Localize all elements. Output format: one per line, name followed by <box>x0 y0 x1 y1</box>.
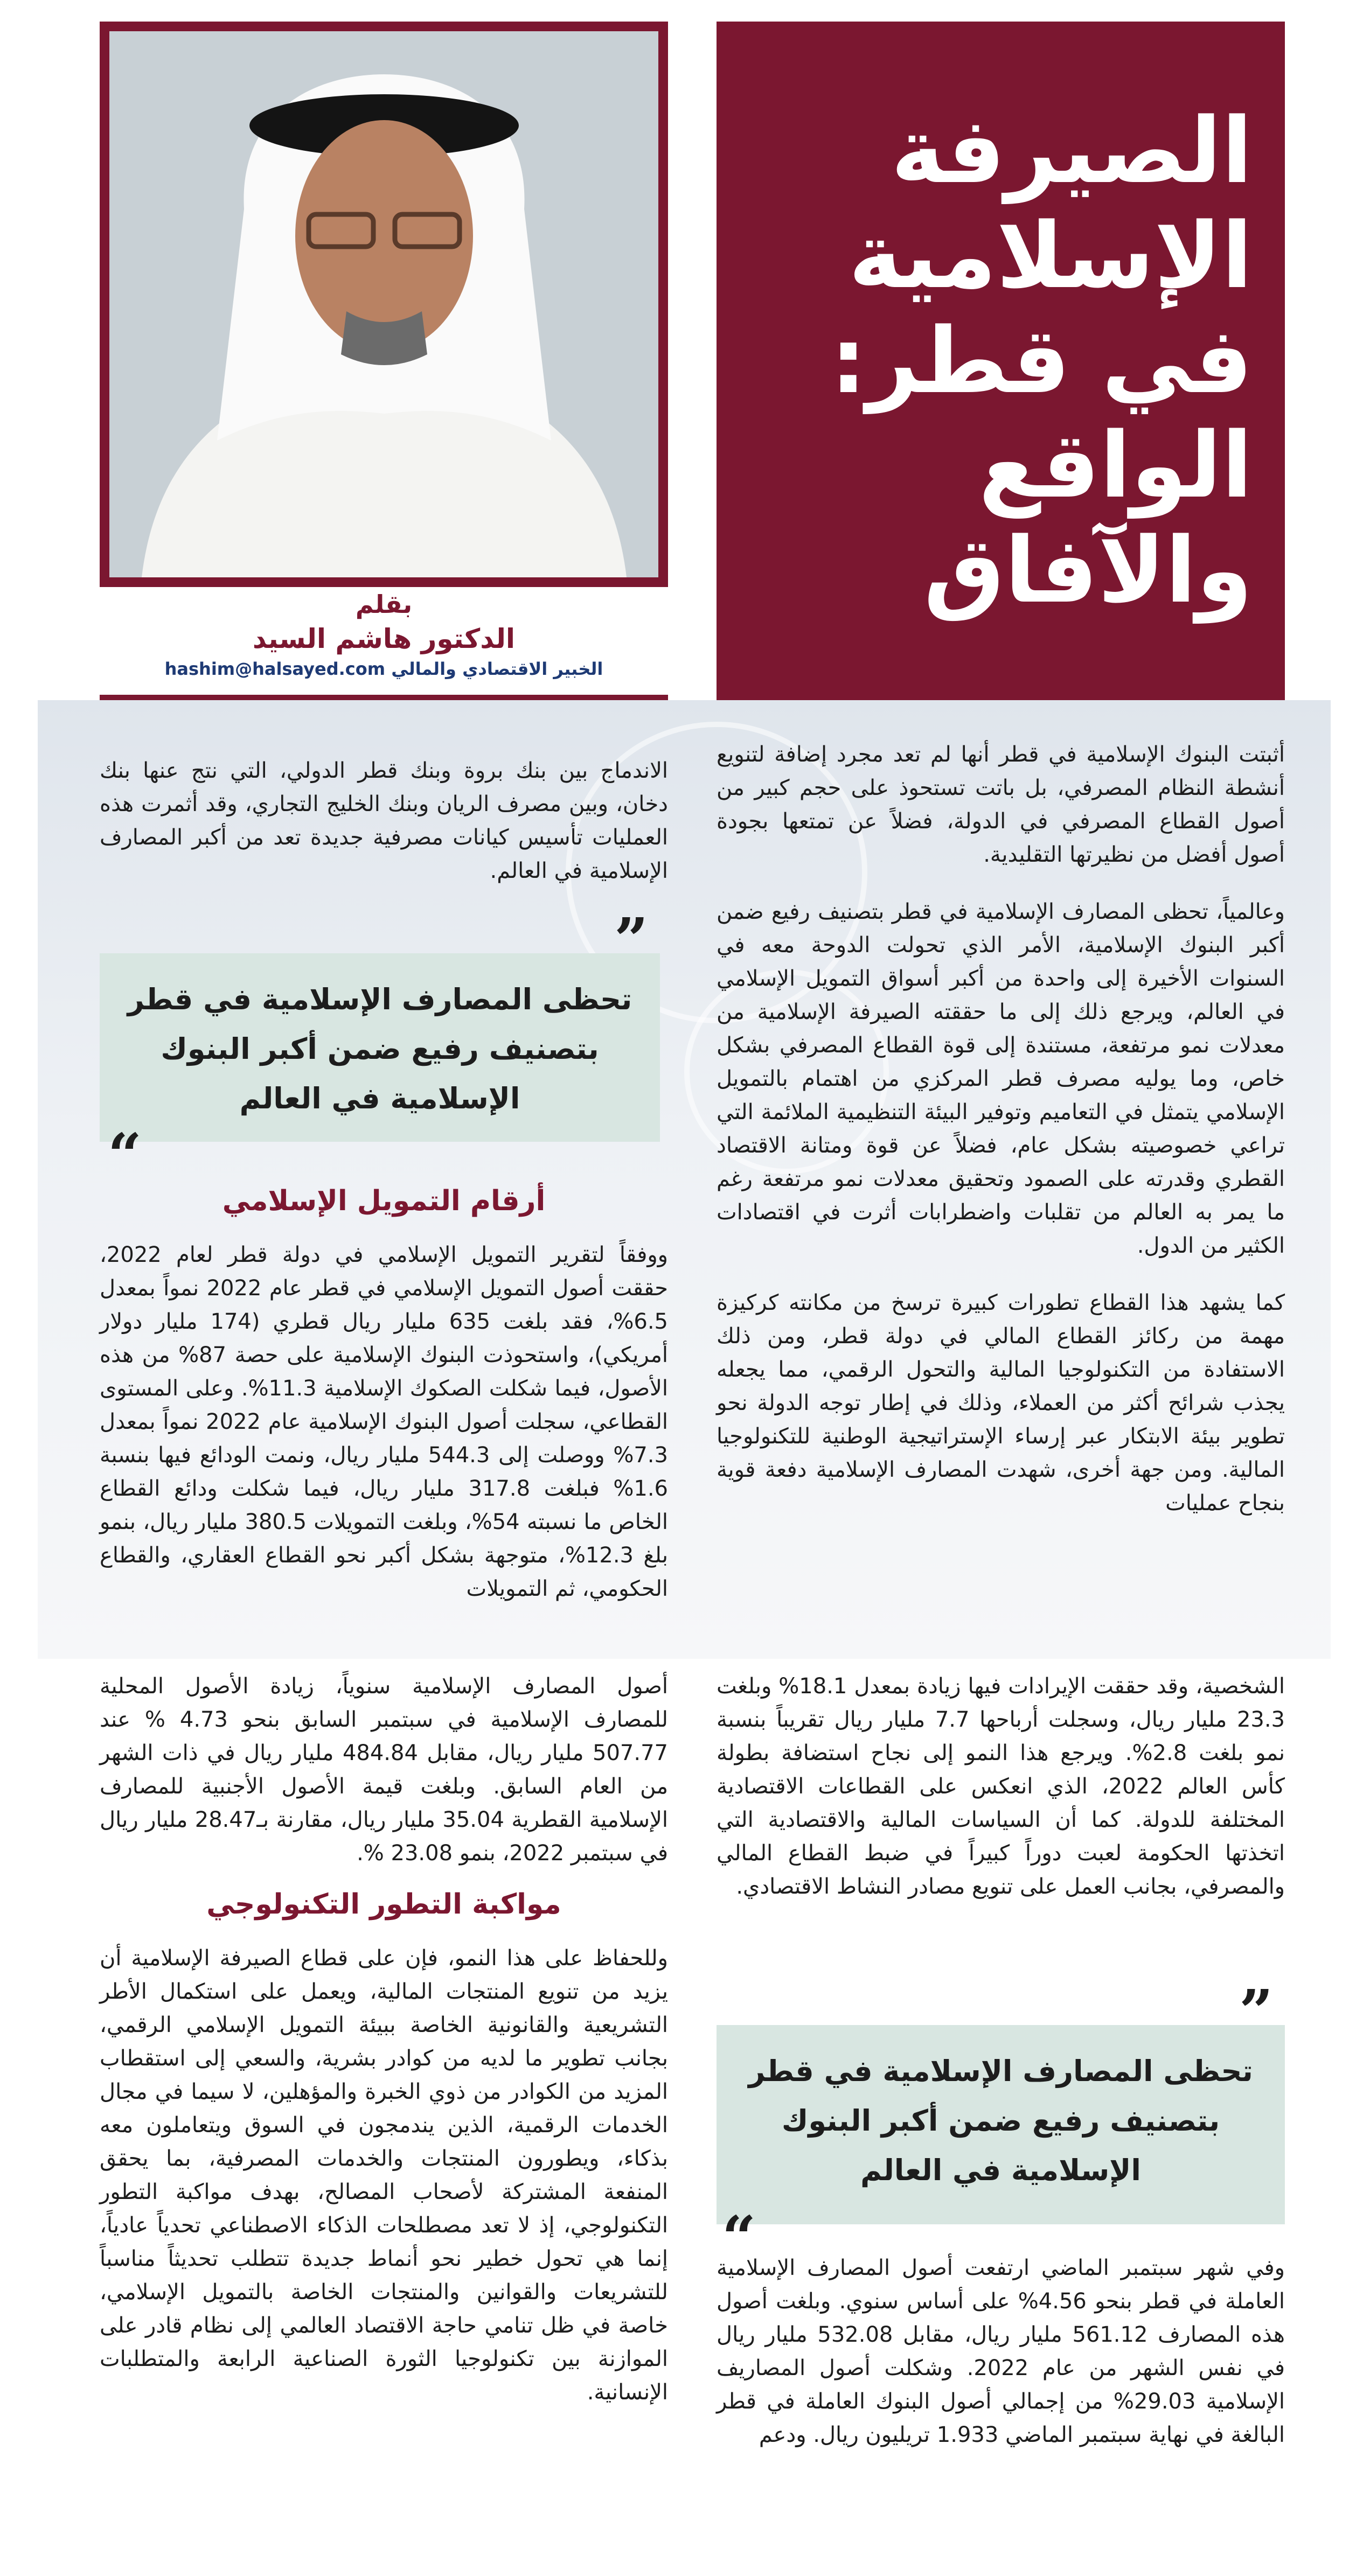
quote-close-mark: “ <box>722 2203 756 2272</box>
title-box <box>717 22 1285 700</box>
left-column-figures <box>100 1174 668 1605</box>
byline-prefix: بقلم <box>355 590 413 619</box>
pull-quote-bottom <box>717 2025 1285 2224</box>
byline <box>100 590 668 679</box>
article-title <box>749 99 1253 623</box>
quote-open-mark: ” <box>614 905 649 974</box>
pull-quote-top <box>100 953 660 1142</box>
title-line: في قطر: <box>830 308 1253 414</box>
section-heading: مواكبة التطور التكنولوجي <box>206 1888 561 1921</box>
paragraph: أثبتت البنوك الإسلامية في قطر أنها لم تعد مجرد إضافة لتنويع أنشطة النظام المصرفي، بل باتت تستحوذ على حجم كبير من أصول القطاع المصرفي في الدولة، فضلاً عن تمتعها بجودة أصول أفضل من نظيرتها التقليدية. <box>717 742 1285 867</box>
paragraph: كما يشهد هذا القطاع تطورات كبيرة ترسخ من مكانته كركيزة مهمة من ركائز القطاع المالي في دولة قطر، ومن ذلك الاستفادة من التكنولوجيا المالية والتحول الرقمي، مما يجعله يجذب شرائح أكثر من العملاء، وذلك في إطار توجه الدولة نحو تطوير بيئة الابتكار عبر إرساء الإستراتيجية الوطنية للتكنولوجيا المالية. ومن جهة أخرى، شهدت المصارف الإسلامية دفعة قوية بنجاح عمليات <box>717 1290 1285 1516</box>
right-column-top <box>717 738 1285 1520</box>
author-role: الخبير الاقتصادي والمالي <box>391 659 603 679</box>
section-heading: أرقام التمويل الإسلامي <box>222 1185 546 1217</box>
author-name: الدكتور هاشم السيد <box>252 623 516 654</box>
paragraph: ووفقاً لتقرير التمويل الإسلامي في دولة قطر لعام 2022، حققت أصول التمويل الإسلامي في قطر عام 2022 نمواً بمعدل 6.5%، فقد بلغت 635 مليار ريال قطري (174 مليار دولار أمريكي)، واستحوذت البنوك الإسلامية على حصة 87% من هذه الأصول، فيما شكلت الصكوك الإسلامية 11.3%. وعلى المستوى القطاعي، سجلت أصول البنوك الإسلامية عام 2022 نمواً بمعدل 7.3% ووصلت إلى 544.3 مليار ريال، ونمت الودائع فيها بنسبة 1.6% فبلغت 317.8 مليار ريال، فيما شكلت ودائع القطاع الخاص ما نسبته 54%، وبلغت التمويلات 380.5 مليار ريال، بنمو بلغ 12.3%، متوجهة بشكل أكبر نحو القطاع العقاري، والقطاع الحكومي، ثم التمويلات <box>100 1242 669 1601</box>
quote-open-mark: ” <box>1239 1977 1274 2046</box>
byline-divider <box>100 695 668 700</box>
quote-close-mark: “ <box>108 1120 142 1190</box>
quote-text: تحظى المصارف الإسلامية في قطر بتصنيف رفيع ضمن أكبر البنوك الإسلامية في العالم <box>127 982 632 1115</box>
title-line: الإسلامية <box>849 203 1253 309</box>
portrait-illustration <box>109 31 658 577</box>
paragraph: وفي شهر سبتمبر الماضي ارتفعت أصول المصارف الإسلامية العاملة في قطر بنحو 4.56% على أساس سنوي. وبلغت أصول هذه المصارف 561.12 مليار ريال، مقابل 532.08 مليار ريال في نفس الشهر من عام 2022. وشكلت أصول المصاريف الإسلامية 29.03% من إجمالي أصول البنوك العاملة في قطر البالغة في نهاية سبتمبر الماضي 1.933 تريليون ريال. ودعم <box>717 2256 1285 2447</box>
author-email[interactable]: hashim@halsayed.com <box>164 659 386 679</box>
right-column-end <box>717 2251 1285 2452</box>
right-column-bottom <box>717 1670 1285 1927</box>
paragraph: الشخصية، وقد حققت الإيرادات فيها زيادة بمعدل 18.1% وبلغت 23.3 مليار ريال، وسجلت أرباحها 7.7 مليار ريال تقريباً بنسبة نمو بلغت 2.8%. ويرجع هذا النمو إلى نجاح استضافة بطولة كأس العالم 2022، الذي انعكس على القطاعات الاقتصادية المختلفة للدولة. كما أن السياسات المالية والاقتصادية التي اتخذتها الحكومة لعبت دوراً كبيراً في ضبط القطاع المالي والمصرفي، بجانب العمل على تنويع مصادر النشاط الاقتصادي. <box>717 1674 1285 1899</box>
title-line: الواقع <box>978 413 1253 519</box>
paragraph: وللحفاظ على هذا النمو، فإن على قطاع الصيرفة الإسلامية أن يزيد من تنويع المنتجات المالية، ويعمل على استكمال الأطر التشريعية والقانونية الخاصة ببيئة التمويل الإسلامي الرقمي، بجانب تطوير ما لديه من كوادر بشرية، والسعي إلى استقطاب المزيد من الكوادر من ذوي الخبرة والمؤهلين، لا سيما في مجال الخدمات الرقمية، الذين يندمجون في السوق ويتعاملون معه بذكاء، ويطورون المنتجات والخدمات المصرفية، بما يحقق المنفعة المشتركة لأصحاب المصالح، بهدف مواكبة التطور التكنولوجي، إذ لا تعد مصطلحات الذكاء الاصطناعي تحدياً عادياً، إنما هي تحول خطير نحو أنماط جديدة تتطلب تحديثاً مناسباً للتشريعات والقوانين والمنتجات الخاصة بالتمويل الإسلامي، خاصة في ظل تنامي حاجة الاقتصاد العالمي إلى نظام قادر على الموازنة بين تكنولوجيا الثورة الصناعية الرابعة والمتطلبات الإنسانية. <box>100 1945 668 2405</box>
left-column-bottom <box>100 1670 668 2409</box>
face-shape <box>295 120 473 352</box>
title-line: والآفاق <box>923 518 1253 624</box>
paragraph: وعالمياً، تحظى المصارف الإسلامية في قطر بتصنيف رفيع ضمن أكبر البنوك الإسلامية، الأمر الذي تحولت الدوحة معه في السنوات الأخيرة إلى واحدة من أكبر أسواق التمويل الإسلامي في العالم، ويرجع ذلك إلى ما حققته الصيرفة الإسلامية من معدلات نمو مرتفعة، مستندة إلى قوة القطاع المصرفي بشكل خاص، وما يوليه مصرف قطر المركزي من اهتمام بالتمويل الإسلامي يتمثل في التعاميم وتوفير البيئة التنظيمية الملائمة التي تراعي خصوصيته بشكل عام، فضلاً عن قوة ومتانة الاقتصاد القطري وقدرته على الصمود وتحقيق معدلات نمو مرتفعة رغم ما يمر به العالم من تقلبات واضطرابات أثرت في اقتصادات الكثير من الدول. <box>717 899 1285 1258</box>
author-photo-frame <box>100 22 668 587</box>
paragraph: الاندماج بين بنك بروة وبنك قطر الدولي، التي نتج عنها بنك دخان، وبين مصرف الريان وبنك الخليج التجاري، وقد أثمرت هذه العمليات تأسيس كيانات مصرفية جديدة تعد من أكبر المصارف الإسلامية في العالم. <box>100 758 668 883</box>
title-line: الصيرفة <box>891 97 1253 204</box>
quote-text: تحظى المصارف الإسلامية في قطر بتصنيف رفيع ضمن أكبر البنوك الإسلامية في العالم <box>748 2054 1253 2187</box>
author-photo <box>109 31 658 577</box>
author-role-line <box>100 659 668 679</box>
left-column-intro <box>100 754 668 911</box>
paragraph: أصول المصارف الإسلامية سنوياً، زيادة الأصول المحلية للمصارف الإسلامية في سبتمبر السابق بنحو 4.73 % عند 507.77 مليار ريال، مقابل 484.84 مليار ريال في ذات الشهر من العام السابق. وبلغت قيمة الأصول الأجنبية للمصارف الإسلامية القطرية 35.04 مليار ريال، مقارنة بـ28.47 مليار ريال في سبتمبر 2022، بنمو 23.08 %. <box>100 1674 668 1866</box>
